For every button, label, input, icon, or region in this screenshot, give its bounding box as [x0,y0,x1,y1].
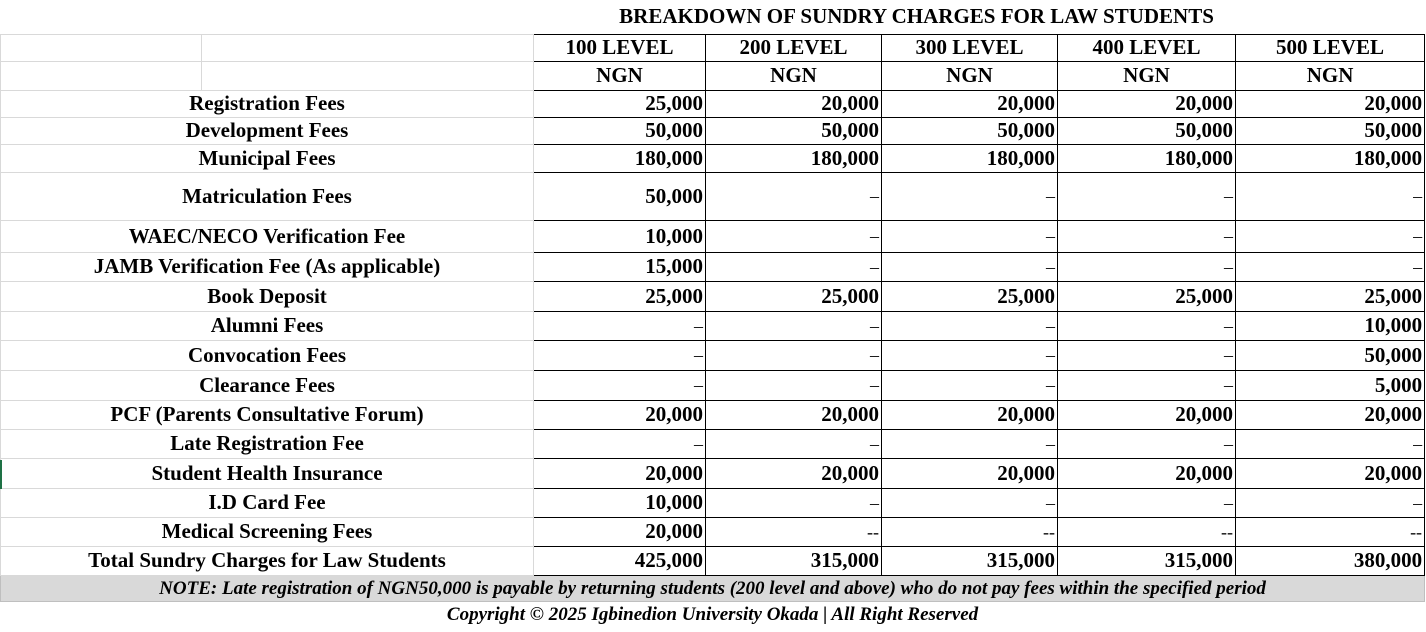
note-row [1,575,1425,601]
fee-value[interactable]: – [1236,429,1425,458]
level-header[interactable]: 200 LEVEL [706,34,882,61]
fee-value[interactable]: 20,000 [534,517,706,546]
fee-label[interactable]: Clearance Fees [1,370,534,400]
fee-value[interactable]: – [1236,488,1425,517]
fee-label[interactable]: Alumni Fees [1,311,534,340]
currency-header-row [1,61,1425,90]
fee-value[interactable]: -- [1058,517,1236,546]
fee-value[interactable]: 10,000 [534,488,706,517]
fee-value[interactable]: – [706,340,882,370]
fee-row [1,400,1425,429]
fee-row [1,370,1425,400]
fee-label[interactable]: I.D Card Fee [1,488,534,517]
fee-value[interactable]: – [1236,172,1425,220]
fee-value[interactable]: 25,000 [534,281,706,311]
fee-value[interactable]: 50,000 [706,117,882,144]
fee-row [1,90,1425,117]
fee-row [1,488,1425,517]
fee-value[interactable]: 20,000 [706,458,882,488]
level-header[interactable]: 500 LEVEL [1236,34,1425,61]
fee-row [1,517,1425,546]
currency-header[interactable]: NGN [1058,61,1236,90]
fee-value[interactable]: 20,000 [1236,90,1425,117]
fee-value[interactable]: 50,000 [1236,340,1425,370]
currency-header[interactable]: NGN [534,61,706,90]
fee-value[interactable]: – [706,311,882,340]
fee-value[interactable]: 20,000 [882,90,1058,117]
level-header[interactable]: 300 LEVEL [882,34,1058,61]
fee-value[interactable]: 50,000 [534,172,706,220]
fee-value[interactable]: – [534,370,706,400]
note-text[interactable]: NOTE: Late registration of NGN50,000 is payable by returning students (200 level and above) who do not pay fees within the specified period [1,575,1425,601]
fee-value[interactable]: 20,000 [1236,400,1425,429]
fee-value[interactable]: 25,000 [534,90,706,117]
empty-cell[interactable] [202,34,534,61]
fee-value[interactable]: – [1058,252,1236,281]
fee-value[interactable]: – [534,311,706,340]
fee-label[interactable]: Convocation Fees [1,340,534,370]
fee-label[interactable]: JAMB Verification Fee (As applicable) [1,252,534,281]
fee-value[interactable]: 180,000 [534,144,706,172]
fee-value[interactable]: 25,000 [1058,281,1236,311]
fee-row [1,252,1425,281]
fee-value[interactable]: – [882,370,1058,400]
fee-row [1,172,1425,220]
fee-value[interactable]: 5,000 [1236,370,1425,400]
fee-value[interactable]: 425,000 [534,546,706,575]
currency-header[interactable]: NGN [706,61,882,90]
fee-row [1,117,1425,144]
fee-value[interactable]: 50,000 [882,117,1058,144]
fee-value[interactable]: – [882,220,1058,252]
fee-label[interactable]: Medical Screening Fees [1,517,534,546]
fee-label[interactable]: Student Health Insurance [1,458,534,488]
total-row [1,546,1425,575]
level-header[interactable]: 400 LEVEL [1058,34,1236,61]
currency-header[interactable]: NGN [1236,61,1425,90]
level-header[interactable]: 100 LEVEL [534,34,706,61]
fee-value[interactable]: 180,000 [1236,144,1425,172]
fee-value[interactable]: 315,000 [706,546,882,575]
fee-value[interactable]: 50,000 [1058,117,1236,144]
empty-cell[interactable] [1,61,202,90]
fee-value[interactable]: – [1058,340,1236,370]
fee-label[interactable]: Matriculation Fees [1,172,534,220]
fee-value[interactable]: -- [706,517,882,546]
fee-value[interactable]: – [1058,311,1236,340]
fee-value[interactable]: – [1058,370,1236,400]
fee-label[interactable]: Municipal Fees [1,144,534,172]
fee-value[interactable]: 180,000 [706,144,882,172]
fee-label[interactable]: Registration Fees [1,90,534,117]
fee-value[interactable]: – [1058,172,1236,220]
fee-value[interactable]: -- [1236,517,1425,546]
empty-cell[interactable] [202,61,534,90]
fee-value[interactable]: – [1236,252,1425,281]
fee-value[interactable]: – [706,370,882,400]
copyright-text[interactable]: Copyright © 2025 Igbinedion University Okada | All Right Reserved [1,601,1425,627]
fee-row [1,458,1425,488]
fee-value[interactable]: – [706,429,882,458]
fee-value[interactable]: – [534,340,706,370]
fee-value[interactable]: 180,000 [1058,144,1236,172]
selected-cell-indicator [0,460,2,489]
fee-value[interactable]: – [1058,429,1236,458]
currency-header[interactable]: NGN [882,61,1058,90]
fee-value[interactable]: 20,000 [534,400,706,429]
fee-row [1,220,1425,252]
fee-value[interactable]: -- [882,517,1058,546]
fee-value[interactable]: 20,000 [706,400,882,429]
fee-row [1,340,1425,370]
fee-value[interactable]: 10,000 [534,220,706,252]
fee-value[interactable]: – [706,172,882,220]
fee-value[interactable]: 315,000 [882,546,1058,575]
fee-row [1,281,1425,311]
fee-label[interactable]: PCF (Parents Consultative Forum) [1,400,534,429]
fee-value[interactable]: – [1058,488,1236,517]
fee-value[interactable]: 20,000 [1236,458,1425,488]
fee-value[interactable]: 20,000 [1058,458,1236,488]
table-title: BREAKDOWN OF SUNDRY CHARGES FOR LAW STUDENTS [619,4,1214,29]
fee-value[interactable]: – [534,429,706,458]
fee-value[interactable]: 315,000 [1058,546,1236,575]
fee-label[interactable]: Total Sundry Charges for Law Students [1,546,534,575]
level-header-row [1,34,1425,61]
fee-value[interactable]: 20,000 [1058,90,1236,117]
fee-value[interactable]: – [882,429,1058,458]
fee-value[interactable]: – [882,488,1058,517]
fee-label[interactable]: Book Deposit [1,281,534,311]
fee-value[interactable]: – [882,311,1058,340]
fee-value[interactable]: 20,000 [1058,400,1236,429]
fee-label[interactable]: Development Fees [1,117,534,144]
fee-value[interactable]: 20,000 [882,400,1058,429]
fee-value[interactable]: 25,000 [1236,281,1425,311]
fee-value[interactable]: 25,000 [706,281,882,311]
fee-value[interactable]: 50,000 [1236,117,1425,144]
fee-value[interactable]: – [706,220,882,252]
fee-label[interactable]: Late Registration Fee [1,429,534,458]
fee-row [1,144,1425,172]
fee-value[interactable]: 20,000 [882,458,1058,488]
fee-value[interactable]: – [706,488,882,517]
fee-value[interactable]: – [882,172,1058,220]
empty-cell[interactable] [1,34,202,61]
fee-value[interactable]: 15,000 [534,252,706,281]
fee-row [1,429,1425,458]
fee-value[interactable]: 25,000 [882,281,1058,311]
fee-value[interactable]: 50,000 [534,117,706,144]
copyright-row [1,601,1425,627]
fee-value[interactable]: 380,000 [1236,546,1425,575]
fee-label[interactable]: WAEC/NECO Verification Fee [1,220,534,252]
fee-value[interactable]: 20,000 [534,458,706,488]
fee-value[interactable]: – [1058,220,1236,252]
fee-value[interactable]: – [1236,220,1425,252]
fee-value[interactable]: – [882,252,1058,281]
fee-value[interactable]: 10,000 [1236,311,1425,340]
fee-row [1,311,1425,340]
fee-value[interactable]: – [706,252,882,281]
fee-value[interactable]: – [882,340,1058,370]
fee-value[interactable]: 20,000 [706,90,882,117]
fee-value[interactable]: 180,000 [882,144,1058,172]
